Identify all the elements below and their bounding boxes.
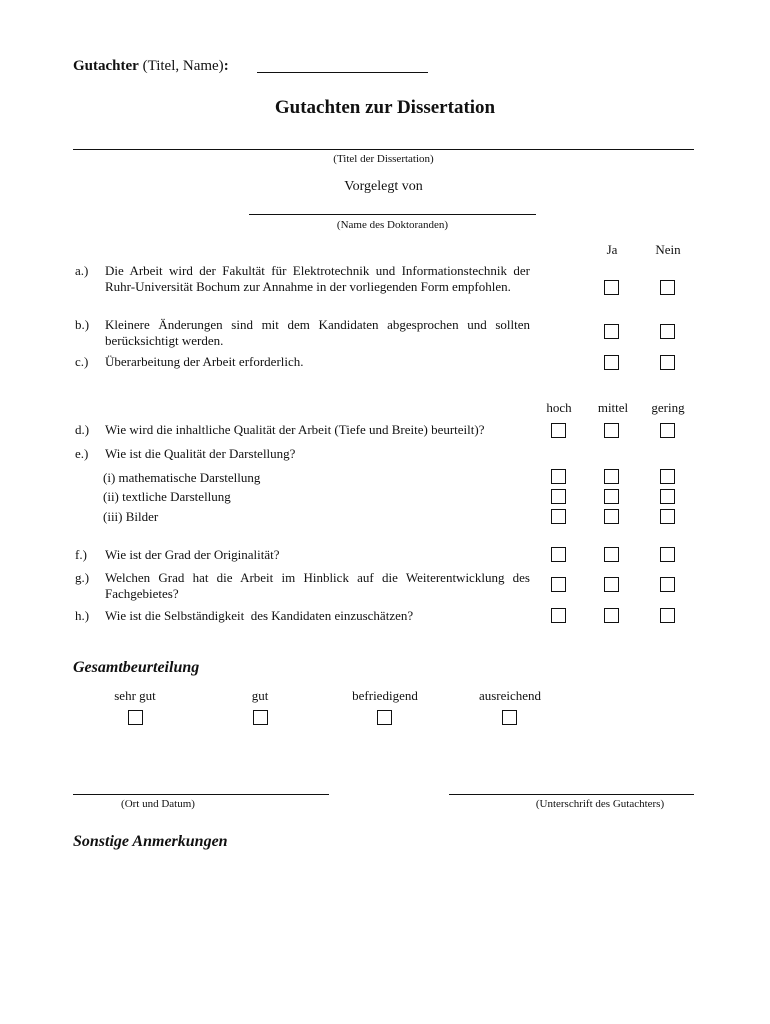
signature-caption: (Unterschrift des Gutachters) bbox=[535, 798, 665, 810]
question-g-medium-checkbox[interactable] bbox=[604, 577, 619, 592]
question-f-text: Wie ist der Grad der Originalität? bbox=[105, 547, 280, 562]
question-c-text: Überarbeitung der Arbeit erforderlich. bbox=[105, 354, 304, 369]
reviewer-label-colon: : bbox=[223, 58, 229, 74]
question-f-high-checkbox[interactable] bbox=[551, 547, 566, 562]
question-h-text: Wie ist die Selbständigkeit des Kandidaten einzuschätzen? bbox=[105, 608, 414, 623]
question-f-low-checkbox[interactable] bbox=[660, 547, 675, 562]
question-b-no-checkbox[interactable] bbox=[660, 324, 675, 339]
column-header-no: Nein bbox=[655, 242, 681, 257]
question-e-sub-2-text: (ii) textliche Darstellung bbox=[103, 489, 231, 504]
column-header-low: gering bbox=[651, 400, 685, 415]
signature-field[interactable] bbox=[449, 794, 694, 795]
question-e-sub-1-low-checkbox[interactable] bbox=[660, 469, 675, 484]
question-a-no-checkbox[interactable] bbox=[660, 280, 675, 295]
overall-option-3-label: befriedigend bbox=[352, 688, 418, 703]
overall-option-1-label: sehr gut bbox=[114, 688, 156, 703]
question-d-medium-checkbox[interactable] bbox=[604, 423, 619, 438]
question-g-text: Welchen Grad hat die Arbeit im Hinblick auf die Weiterentwicklung des Fachgebietes? bbox=[105, 570, 530, 601]
question-g-high-checkbox[interactable] bbox=[551, 577, 566, 592]
question-a-yes-checkbox[interactable] bbox=[604, 280, 619, 295]
question-e-sub-2-medium-checkbox[interactable] bbox=[604, 489, 619, 504]
question-a-label: a.) bbox=[75, 263, 89, 278]
question-e-sub-3-high-checkbox[interactable] bbox=[551, 509, 566, 524]
question-b-label: b.) bbox=[75, 317, 90, 332]
question-e-sub-1-high-checkbox[interactable] bbox=[551, 469, 566, 484]
submitted-by-label: Vorgelegt von bbox=[344, 179, 423, 194]
question-e-label: e.) bbox=[75, 446, 89, 461]
remarks-heading: Sonstige Anmerkungen bbox=[73, 833, 228, 850]
question-h-label: h.) bbox=[75, 608, 90, 623]
overall-option-3-checkbox[interactable] bbox=[377, 710, 392, 725]
question-g-label: g.) bbox=[75, 570, 90, 585]
question-h-low-checkbox[interactable] bbox=[660, 608, 675, 623]
column-header-medium: mittel bbox=[597, 400, 629, 415]
question-b-yes-checkbox[interactable] bbox=[604, 324, 619, 339]
dissertation-title-caption: (Titel der Dissertation) bbox=[333, 153, 434, 165]
question-e-sub-3-text: (iii) Bilder bbox=[103, 509, 159, 524]
question-e-sub-2-low-checkbox[interactable] bbox=[660, 489, 675, 504]
column-header-high: hoch bbox=[546, 400, 572, 415]
overall-option-1-checkbox[interactable] bbox=[128, 710, 143, 725]
question-a-text: Die Arbeit wird der Fakultät für Elektrotechnik und Informationstechnik der Ruhr-Universität Bochum zur Annahme in der vorliegenden Form empfohlen. bbox=[105, 263, 530, 294]
question-c-no-checkbox[interactable] bbox=[660, 355, 675, 370]
column-header-yes: Ja bbox=[606, 242, 618, 257]
question-h-medium-checkbox[interactable] bbox=[604, 608, 619, 623]
reviewer-label-bold: Gutachter bbox=[73, 58, 139, 74]
overall-option-4-checkbox[interactable] bbox=[502, 710, 517, 725]
question-e-sub-2-high-checkbox[interactable] bbox=[551, 489, 566, 504]
question-d-text: Wie wird die inhaltliche Qualität der Arbeit (Tiefe und Breite) beurteilt)? bbox=[105, 422, 485, 437]
question-d-high-checkbox[interactable] bbox=[551, 423, 566, 438]
place-date-caption: (Ort und Datum) bbox=[121, 798, 195, 810]
question-d-label: d.) bbox=[75, 422, 90, 437]
page-title: Gutachten zur Dissertation bbox=[274, 97, 496, 118]
reviewer-name-field[interactable] bbox=[257, 72, 428, 73]
dissertation-title-field[interactable] bbox=[73, 149, 694, 150]
overall-rating-heading: Gesamtbeurteilung bbox=[73, 659, 200, 676]
question-e-sub-1-text: (i) mathematische Darstellung bbox=[103, 470, 261, 485]
question-f-medium-checkbox[interactable] bbox=[604, 547, 619, 562]
question-c-yes-checkbox[interactable] bbox=[604, 355, 619, 370]
place-date-field[interactable] bbox=[73, 794, 329, 795]
question-e-sub-1-medium-checkbox[interactable] bbox=[604, 469, 619, 484]
candidate-name-field[interactable] bbox=[249, 214, 536, 215]
candidate-name-caption: (Name des Doktoranden) bbox=[336, 219, 449, 231]
reviewer-label bbox=[73, 57, 229, 75]
question-g-low-checkbox[interactable] bbox=[660, 577, 675, 592]
question-f-label: f.) bbox=[75, 547, 87, 562]
reviewer-label-rest: (Titel, Name) bbox=[138, 58, 224, 74]
question-b-text: Kleinere Änderungen sind mit dem Kandidaten abgesprochen und sollten berücksichtigt werden. bbox=[105, 317, 530, 348]
overall-option-4-label: ausreichend bbox=[478, 688, 542, 703]
question-e-text: Wie ist die Qualität der Darstellung? bbox=[105, 446, 296, 461]
question-e-sub-3-medium-checkbox[interactable] bbox=[604, 509, 619, 524]
question-e-sub-3-low-checkbox[interactable] bbox=[660, 509, 675, 524]
question-c-label: c.) bbox=[75, 354, 89, 369]
overall-option-2-checkbox[interactable] bbox=[253, 710, 268, 725]
question-h-high-checkbox[interactable] bbox=[551, 608, 566, 623]
overall-option-2-label: gut bbox=[251, 688, 269, 703]
question-d-low-checkbox[interactable] bbox=[660, 423, 675, 438]
